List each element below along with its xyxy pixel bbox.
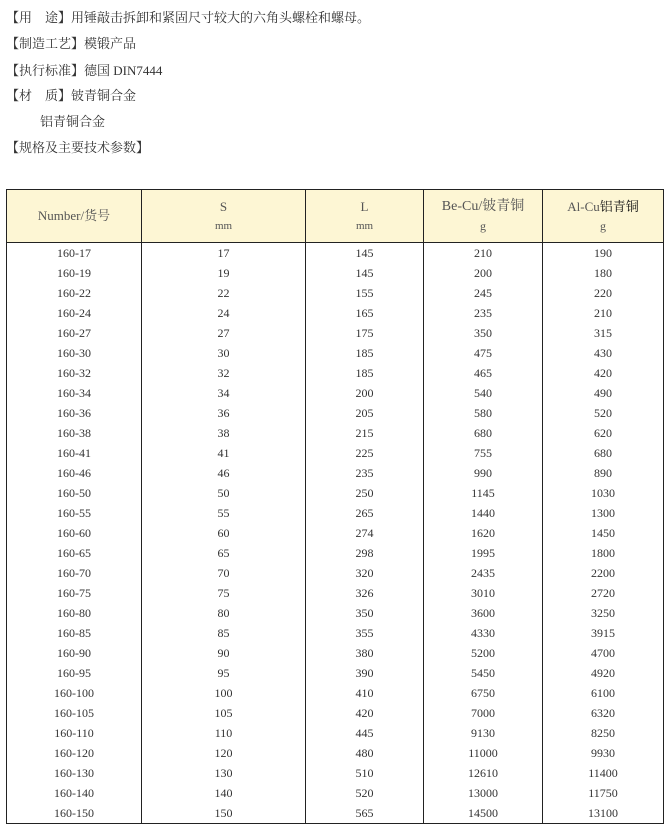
- table-row: [7, 683, 664, 703]
- cell-alcu-weight: 1030: [543, 483, 664, 503]
- cell-number: 160-30: [7, 343, 142, 363]
- table-row: [7, 623, 664, 643]
- cell-becu-weight: 755: [424, 443, 543, 463]
- cell-alcu-weight: 520: [543, 403, 664, 423]
- usage-value: 用锤敲击拆卸和紧固尺寸较大的六角头螺栓和螺母。: [71, 11, 371, 26]
- header-alcu-prefix: Al-Cu: [567, 199, 600, 214]
- usage-line: [6, 6, 669, 32]
- standard-value: 德国 DIN7444: [84, 63, 163, 78]
- cell-becu-weight: 2435: [424, 563, 543, 583]
- cell-l: 265: [306, 503, 424, 523]
- table-row: [7, 543, 664, 563]
- cell-s: 95: [142, 663, 306, 683]
- cell-s: 75: [142, 583, 306, 603]
- cell-becu-weight: 245: [424, 283, 543, 303]
- cell-s: 150: [142, 803, 306, 824]
- cell-number: 160-36: [7, 403, 142, 423]
- table-row: [7, 323, 664, 343]
- table-row: [7, 583, 664, 603]
- cell-l: 145: [306, 243, 424, 264]
- cell-number: 160-80: [7, 603, 142, 623]
- cell-number: 160-105: [7, 703, 142, 723]
- cell-s: 19: [142, 263, 306, 283]
- cell-s: 120: [142, 743, 306, 763]
- header-alcu-unit: g: [600, 219, 606, 233]
- cell-l: 165: [306, 303, 424, 323]
- header-alcu-cjk: 铝青铜: [599, 199, 639, 214]
- cell-becu-weight: 200: [424, 263, 543, 283]
- cell-number: 160-27: [7, 323, 142, 343]
- spec-table: [6, 189, 664, 824]
- table-row: [7, 723, 664, 743]
- cell-s: 85: [142, 623, 306, 643]
- spec-line: [6, 136, 669, 162]
- table-row: [7, 503, 664, 523]
- cell-l: 350: [306, 603, 424, 623]
- cell-number: 160-70: [7, 563, 142, 583]
- table-row: [7, 703, 664, 723]
- cell-number: 160-75: [7, 583, 142, 603]
- cell-s: 38: [142, 423, 306, 443]
- cell-becu-weight: 5200: [424, 643, 543, 663]
- cell-l: 380: [306, 643, 424, 663]
- table-row: [7, 403, 664, 423]
- cell-s: 22: [142, 283, 306, 303]
- cell-alcu-weight: 3915: [543, 623, 664, 643]
- table-row: [7, 243, 664, 264]
- cell-alcu-weight: 620: [543, 423, 664, 443]
- cell-becu-weight: 9130: [424, 723, 543, 743]
- cell-becu-weight: 475: [424, 343, 543, 363]
- cell-alcu-weight: 220: [543, 283, 664, 303]
- cell-becu-weight: 210: [424, 243, 543, 264]
- cell-s: 60: [142, 523, 306, 543]
- cell-becu-weight: 14500: [424, 803, 543, 824]
- cell-alcu-weight: 490: [543, 383, 664, 403]
- cell-becu-weight: 990: [424, 463, 543, 483]
- cell-l: 155: [306, 283, 424, 303]
- table-row: [7, 483, 664, 503]
- cell-s: 30: [142, 343, 306, 363]
- cell-number: 160-19: [7, 263, 142, 283]
- cell-becu-weight: 4330: [424, 623, 543, 643]
- cell-s: 41: [142, 443, 306, 463]
- table-body: [7, 243, 664, 824]
- spec-label: 【规格及主要技术参数】: [6, 141, 150, 156]
- header-l-unit: mm: [355, 220, 374, 232]
- table-row: [7, 523, 664, 543]
- cell-alcu-weight: 11750: [543, 783, 664, 803]
- cell-s: 17: [142, 243, 306, 264]
- cell-becu-weight: 465: [424, 363, 543, 383]
- cell-number: 160-46: [7, 463, 142, 483]
- cell-s: 100: [142, 683, 306, 703]
- table-row: [7, 383, 664, 403]
- cell-becu-weight: 350: [424, 323, 543, 343]
- table-row: [7, 643, 664, 663]
- table-row: [7, 303, 664, 323]
- table-row: [7, 603, 664, 623]
- cell-l: 565: [306, 803, 424, 824]
- cell-s: 70: [142, 563, 306, 583]
- cell-becu-weight: 580: [424, 403, 543, 423]
- cell-alcu-weight: 9930: [543, 743, 664, 763]
- cell-l: 274: [306, 523, 424, 543]
- cell-alcu-weight: 2200: [543, 563, 664, 583]
- cell-s: 55: [142, 503, 306, 523]
- header-becu: Be-Cu/铍青铜 g: [424, 190, 543, 243]
- cell-number: 160-110: [7, 723, 142, 743]
- cell-number: 160-22: [7, 283, 142, 303]
- cell-becu-weight: 12610: [424, 763, 543, 783]
- cell-number: 160-38: [7, 423, 142, 443]
- process-value: 模锻产品: [84, 37, 137, 52]
- cell-l: 145: [306, 263, 424, 283]
- cell-becu-weight: 1440: [424, 503, 543, 523]
- cell-alcu-weight: 1300: [543, 503, 664, 523]
- cell-l: 298: [306, 543, 424, 563]
- cell-alcu-weight: 890: [543, 463, 664, 483]
- cell-l: 175: [306, 323, 424, 343]
- cell-becu-weight: 7000: [424, 703, 543, 723]
- cell-alcu-weight: 430: [543, 343, 664, 363]
- standard-line: [6, 58, 669, 84]
- table-row: [7, 803, 664, 824]
- cell-becu-weight: 11000: [424, 743, 543, 763]
- cell-s: 90: [142, 643, 306, 663]
- table-row: [7, 743, 664, 763]
- cell-number: 160-34: [7, 383, 142, 403]
- standard-label: 【执行标准】: [6, 64, 85, 79]
- cell-alcu-weight: 11400: [543, 763, 664, 783]
- cell-alcu-weight: 2720: [543, 583, 664, 603]
- material-label: 【材 质】: [6, 89, 72, 104]
- table-row: [7, 423, 664, 443]
- cell-alcu-weight: 4920: [543, 663, 664, 683]
- cell-s: 50: [142, 483, 306, 503]
- cell-alcu-weight: 210: [543, 303, 664, 323]
- cell-becu-weight: 235: [424, 303, 543, 323]
- cell-l: 250: [306, 483, 424, 503]
- cell-alcu-weight: 1450: [543, 523, 664, 543]
- table-row: [7, 563, 664, 583]
- cell-s: 110: [142, 723, 306, 743]
- cell-alcu-weight: 420: [543, 363, 664, 383]
- header-becu-unit: g: [480, 219, 486, 233]
- cell-l: 355: [306, 623, 424, 643]
- cell-s: 36: [142, 403, 306, 423]
- header-alcu: [543, 190, 664, 243]
- cell-number: 160-60: [7, 523, 142, 543]
- table-row: [7, 343, 664, 363]
- cell-s: 27: [142, 323, 306, 343]
- cell-becu-weight: 540: [424, 383, 543, 403]
- cell-alcu-weight: 6100: [543, 683, 664, 703]
- cell-becu-weight: 13000: [424, 783, 543, 803]
- cell-l: 510: [306, 763, 424, 783]
- usage-label: 【用 途】: [6, 11, 72, 26]
- cell-l: 200: [306, 383, 424, 403]
- header-s-unit: mm: [214, 220, 233, 232]
- cell-number: 160-120: [7, 743, 142, 763]
- cell-s: 24: [142, 303, 306, 323]
- cell-becu-weight: 680: [424, 423, 543, 443]
- cell-l: 420: [306, 703, 424, 723]
- cell-s: 65: [142, 543, 306, 563]
- material-line: [6, 84, 669, 110]
- cell-becu-weight: 3010: [424, 583, 543, 603]
- cell-s: 105: [142, 703, 306, 723]
- cell-l: 225: [306, 443, 424, 463]
- table-row: [7, 783, 664, 803]
- process-line: [6, 32, 669, 58]
- cell-becu-weight: 5450: [424, 663, 543, 683]
- table-row: [7, 763, 664, 783]
- cell-becu-weight: 1995: [424, 543, 543, 563]
- cell-l: 320: [306, 563, 424, 583]
- cell-number: 160-17: [7, 243, 142, 264]
- cell-s: 140: [142, 783, 306, 803]
- cell-number: 160-140: [7, 783, 142, 803]
- table-row: [7, 283, 664, 303]
- cell-number: 160-150: [7, 803, 142, 824]
- cell-l: 215: [306, 423, 424, 443]
- cell-l: 520: [306, 783, 424, 803]
- header-s: S mm: [142, 190, 306, 243]
- header-number: Number/货号: [7, 190, 142, 243]
- cell-s: 80: [142, 603, 306, 623]
- cell-alcu-weight: 4700: [543, 643, 664, 663]
- cell-alcu-weight: 6320: [543, 703, 664, 723]
- cell-number: 160-85: [7, 623, 142, 643]
- header-l: L mm: [306, 190, 424, 243]
- cell-alcu-weight: 180: [543, 263, 664, 283]
- cell-number: 160-50: [7, 483, 142, 503]
- cell-l: 185: [306, 343, 424, 363]
- cell-alcu-weight: 680: [543, 443, 664, 463]
- cell-s: 46: [142, 463, 306, 483]
- cell-l: 235: [306, 463, 424, 483]
- table-row: [7, 443, 664, 463]
- cell-number: 160-90: [7, 643, 142, 663]
- table-row: [7, 663, 664, 683]
- cell-number: 160-55: [7, 503, 142, 523]
- cell-becu-weight: 3600: [424, 603, 543, 623]
- cell-l: 410: [306, 683, 424, 703]
- cell-alcu-weight: 13100: [543, 803, 664, 824]
- process-label: 【制造工艺】: [6, 37, 85, 52]
- material-value-2: 铝青铜合金: [40, 115, 106, 130]
- cell-l: 185: [306, 363, 424, 383]
- cell-s: 34: [142, 383, 306, 403]
- cell-alcu-weight: 3250: [543, 603, 664, 623]
- cell-s: 32: [142, 363, 306, 383]
- cell-alcu-weight: 315: [543, 323, 664, 343]
- cell-l: 390: [306, 663, 424, 683]
- cell-becu-weight: 6750: [424, 683, 543, 703]
- cell-number: 160-100: [7, 683, 142, 703]
- cell-number: 160-41: [7, 443, 142, 463]
- cell-alcu-weight: 190: [543, 243, 664, 264]
- product-info: [0, 0, 669, 162]
- table-header: [7, 190, 664, 243]
- cell-becu-weight: 1145: [424, 483, 543, 503]
- table-row: [7, 263, 664, 283]
- material-value-1: 铍青铜合金: [71, 89, 137, 104]
- cell-number: 160-65: [7, 543, 142, 563]
- table-row: [7, 463, 664, 483]
- cell-l: 326: [306, 583, 424, 603]
- material-line-2: [6, 110, 669, 136]
- cell-l: 445: [306, 723, 424, 743]
- cell-alcu-weight: 1800: [543, 543, 664, 563]
- cell-number: 160-95: [7, 663, 142, 683]
- cell-number: 160-130: [7, 763, 142, 783]
- cell-number: 160-32: [7, 363, 142, 383]
- table-row: [7, 363, 664, 383]
- cell-l: 480: [306, 743, 424, 763]
- cell-alcu-weight: 8250: [543, 723, 664, 743]
- cell-l: 205: [306, 403, 424, 423]
- cell-s: 130: [142, 763, 306, 783]
- cell-number: 160-24: [7, 303, 142, 323]
- cell-becu-weight: 1620: [424, 523, 543, 543]
